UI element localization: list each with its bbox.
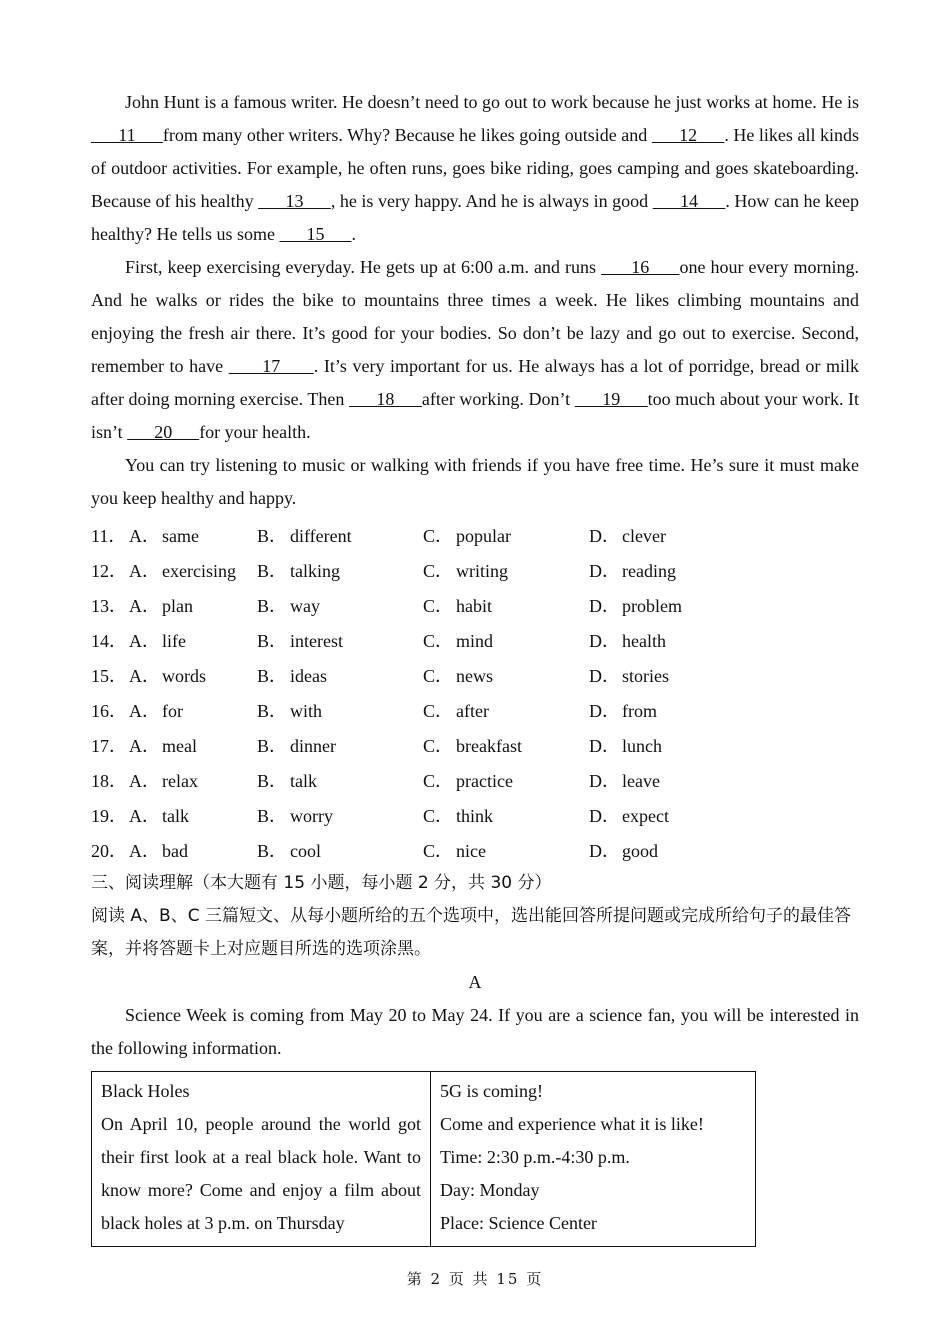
option-text: clever (622, 525, 666, 546)
option-text: cool (290, 840, 321, 861)
option-row (91, 552, 859, 587)
option-text: life (162, 630, 186, 651)
option-text: different (290, 525, 352, 546)
option-label: B． (257, 840, 288, 861)
question-number: 13． (91, 595, 127, 616)
option-label: B． (257, 770, 288, 791)
option-text: good (622, 840, 658, 861)
option-row (91, 797, 859, 832)
option-text: think (456, 805, 494, 826)
option-label: A． (129, 805, 160, 826)
question-number: 12． (91, 560, 127, 581)
option-text: exercising (162, 560, 236, 581)
option-text: with (290, 700, 323, 721)
option-row (91, 517, 859, 552)
5g-line: Time: 2:30 p.m.-4:30 p.m. (440, 1147, 630, 1167)
option-label: B． (257, 665, 288, 686)
option-text: worry (290, 805, 333, 826)
option-label: C． (423, 770, 454, 791)
option-row (91, 727, 859, 762)
option-text: mind (456, 630, 494, 651)
option-label: D． (589, 700, 620, 721)
blank-19: 19 (574, 389, 648, 409)
option-text: health (622, 630, 666, 651)
question-number: 15． (91, 665, 127, 686)
blank-11: 11 (91, 125, 163, 145)
option-text: dinner (290, 735, 336, 756)
option-label: A． (129, 840, 160, 861)
option-text: words (162, 665, 206, 686)
option-text: from (622, 700, 657, 721)
option-label: A． (129, 735, 160, 756)
option-label: C． (423, 630, 454, 651)
option-text: expect (622, 805, 669, 826)
option-text: problem (622, 595, 682, 616)
option-text: talking (290, 560, 340, 581)
option-label: D． (589, 840, 620, 861)
option-row (91, 762, 859, 797)
option-text: reading (622, 560, 676, 581)
option-label: A． (129, 560, 160, 581)
option-label: D． (589, 805, 620, 826)
option-label: A． (129, 595, 160, 616)
black-holes-title: Black Holes (101, 1081, 190, 1101)
option-label: D． (589, 595, 620, 616)
option-label: C． (423, 665, 454, 686)
option-text: breakfast (456, 735, 522, 756)
5g-cell (431, 1072, 756, 1247)
option-label: B． (257, 630, 288, 651)
option-row (91, 587, 859, 622)
blank-20: 20 (127, 422, 200, 442)
option-row (91, 657, 859, 692)
info-table (91, 1071, 756, 1247)
option-text: stories (622, 665, 669, 686)
option-label: A． (129, 665, 160, 686)
option-label: D． (589, 560, 620, 581)
option-label: B． (257, 735, 288, 756)
option-text: for (162, 700, 183, 721)
option-label: B． (257, 560, 288, 581)
question-number: 16． (91, 700, 127, 721)
option-label: B． (257, 700, 288, 721)
5g-line: Place: Science Center (440, 1213, 597, 1233)
option-text: interest (290, 630, 343, 651)
option-text: popular (456, 525, 511, 546)
option-row (91, 832, 859, 867)
blank-17: 17 (228, 356, 314, 376)
option-text: same (162, 525, 199, 546)
page-content (91, 86, 859, 1247)
option-label: A． (129, 700, 160, 721)
question-number: 17． (91, 735, 127, 756)
5g-line: Day: Monday (440, 1180, 540, 1200)
cloze-paragraph-2: First, keep exercising everyday. He gets up at 6:00 a.m. and runs 16 one hour every morning. And he walks or rides the bike to mountains three times a week. He likes climbing mountains and enjoying the fresh air there. It’s good for your bodies. So don’t be lazy and go out to exercise. Second, remember to have 17 . It’s very important for us. He always has a lot of porridge, bread or milk after doing morning exercise. Then 18 after working. Don’t 19 too much about your work. It isn’t 20 for your health. (91, 257, 860, 442)
blank-18: 18 (348, 389, 422, 409)
option-label: D． (589, 735, 620, 756)
option-text: plan (162, 595, 193, 616)
option-row (91, 622, 859, 657)
question-number: 20． (91, 840, 127, 861)
option-label: A． (129, 770, 160, 791)
question-number: 19． (91, 805, 127, 826)
option-text: writing (456, 560, 508, 581)
5g-line: Come and experience what it is like! (440, 1114, 704, 1134)
option-text: leave (622, 770, 660, 791)
5g-line: 5G is coming! (440, 1081, 543, 1101)
passage-label: A (468, 972, 482, 992)
option-label: D． (589, 665, 620, 686)
options-list (91, 517, 859, 867)
option-label: A． (129, 525, 160, 546)
option-label: C． (423, 805, 454, 826)
option-text: ideas (290, 665, 327, 686)
cloze-paragraph-3: You can try listening to music or walking with friends if you have free time. He’s sure it must make you keep healthy and happy. (91, 455, 859, 508)
option-label: C． (423, 595, 454, 616)
blank-15: 15 (279, 224, 352, 244)
option-label: C． (423, 700, 454, 721)
option-text: meal (162, 735, 197, 756)
option-text: nice (456, 840, 486, 861)
option-text: news (456, 665, 493, 686)
option-text: talk (162, 805, 189, 826)
option-label: B． (257, 805, 288, 826)
option-label: D． (589, 630, 620, 651)
option-label: C． (423, 840, 454, 861)
option-label: D． (589, 770, 620, 791)
option-text: bad (162, 840, 188, 861)
option-text: after (456, 700, 489, 721)
section-heading: 三、阅读理解（本大题有 15 小题，每小题 2 分，共 30 分） (91, 873, 552, 893)
option-label: C． (423, 560, 454, 581)
cloze-paragraph-1: John Hunt is a famous writer. He doesn’t need to go out to work because he just works at home. He is 11 from many other writers. Why? Because he likes going outside and 12 . He likes all kinds of outdoor activities. For example, he often runs, goes bike riding, goes camping and goes skateboarding. Because of his healthy 13 , he is very happy. And he is always in good 14 . How can he keep healthy? He tells us some 15 . (91, 92, 860, 244)
option-label: B． (257, 525, 288, 546)
question-number: 18． (91, 770, 127, 791)
black-holes-cell (92, 1072, 431, 1247)
option-label: D． (589, 525, 620, 546)
option-text: talk (290, 770, 317, 791)
blank-14: 14 (652, 191, 726, 211)
option-label: A． (129, 630, 160, 651)
option-label: B． (257, 595, 288, 616)
option-label: C． (423, 735, 454, 756)
passage-intro: Science Week is coming from May 20 to May 24. If you are a science fan, you will be interested in the following information. (91, 1005, 859, 1058)
option-row (91, 692, 859, 727)
blank-13: 13 (258, 191, 331, 211)
blank-12: 12 (651, 125, 725, 145)
option-text: lunch (622, 735, 662, 756)
blank-16: 16 (601, 257, 680, 277)
question-number: 11． (91, 525, 127, 546)
page-footer: 第 2 页 共 15 页 (406, 1270, 544, 1288)
question-number: 14． (91, 630, 127, 651)
option-text: relax (162, 770, 198, 791)
option-text: practice (456, 770, 513, 791)
black-holes-body: On April 10, people around the world got their first look at a real black hole. Want to know more? Come and enjoy a film about black holes at 3 p.m. on Thursday (101, 1114, 421, 1233)
option-label: C． (423, 525, 454, 546)
option-text: habit (456, 595, 492, 616)
section-instruction: 阅读 A、B、C 三篇短文、从每小题所给的五个选项中，选出能回答所提问题或完成所给句子的最佳答案，并将答题卡上对应题目所选的选项涂黑。 (91, 906, 851, 959)
option-text: way (290, 595, 320, 616)
